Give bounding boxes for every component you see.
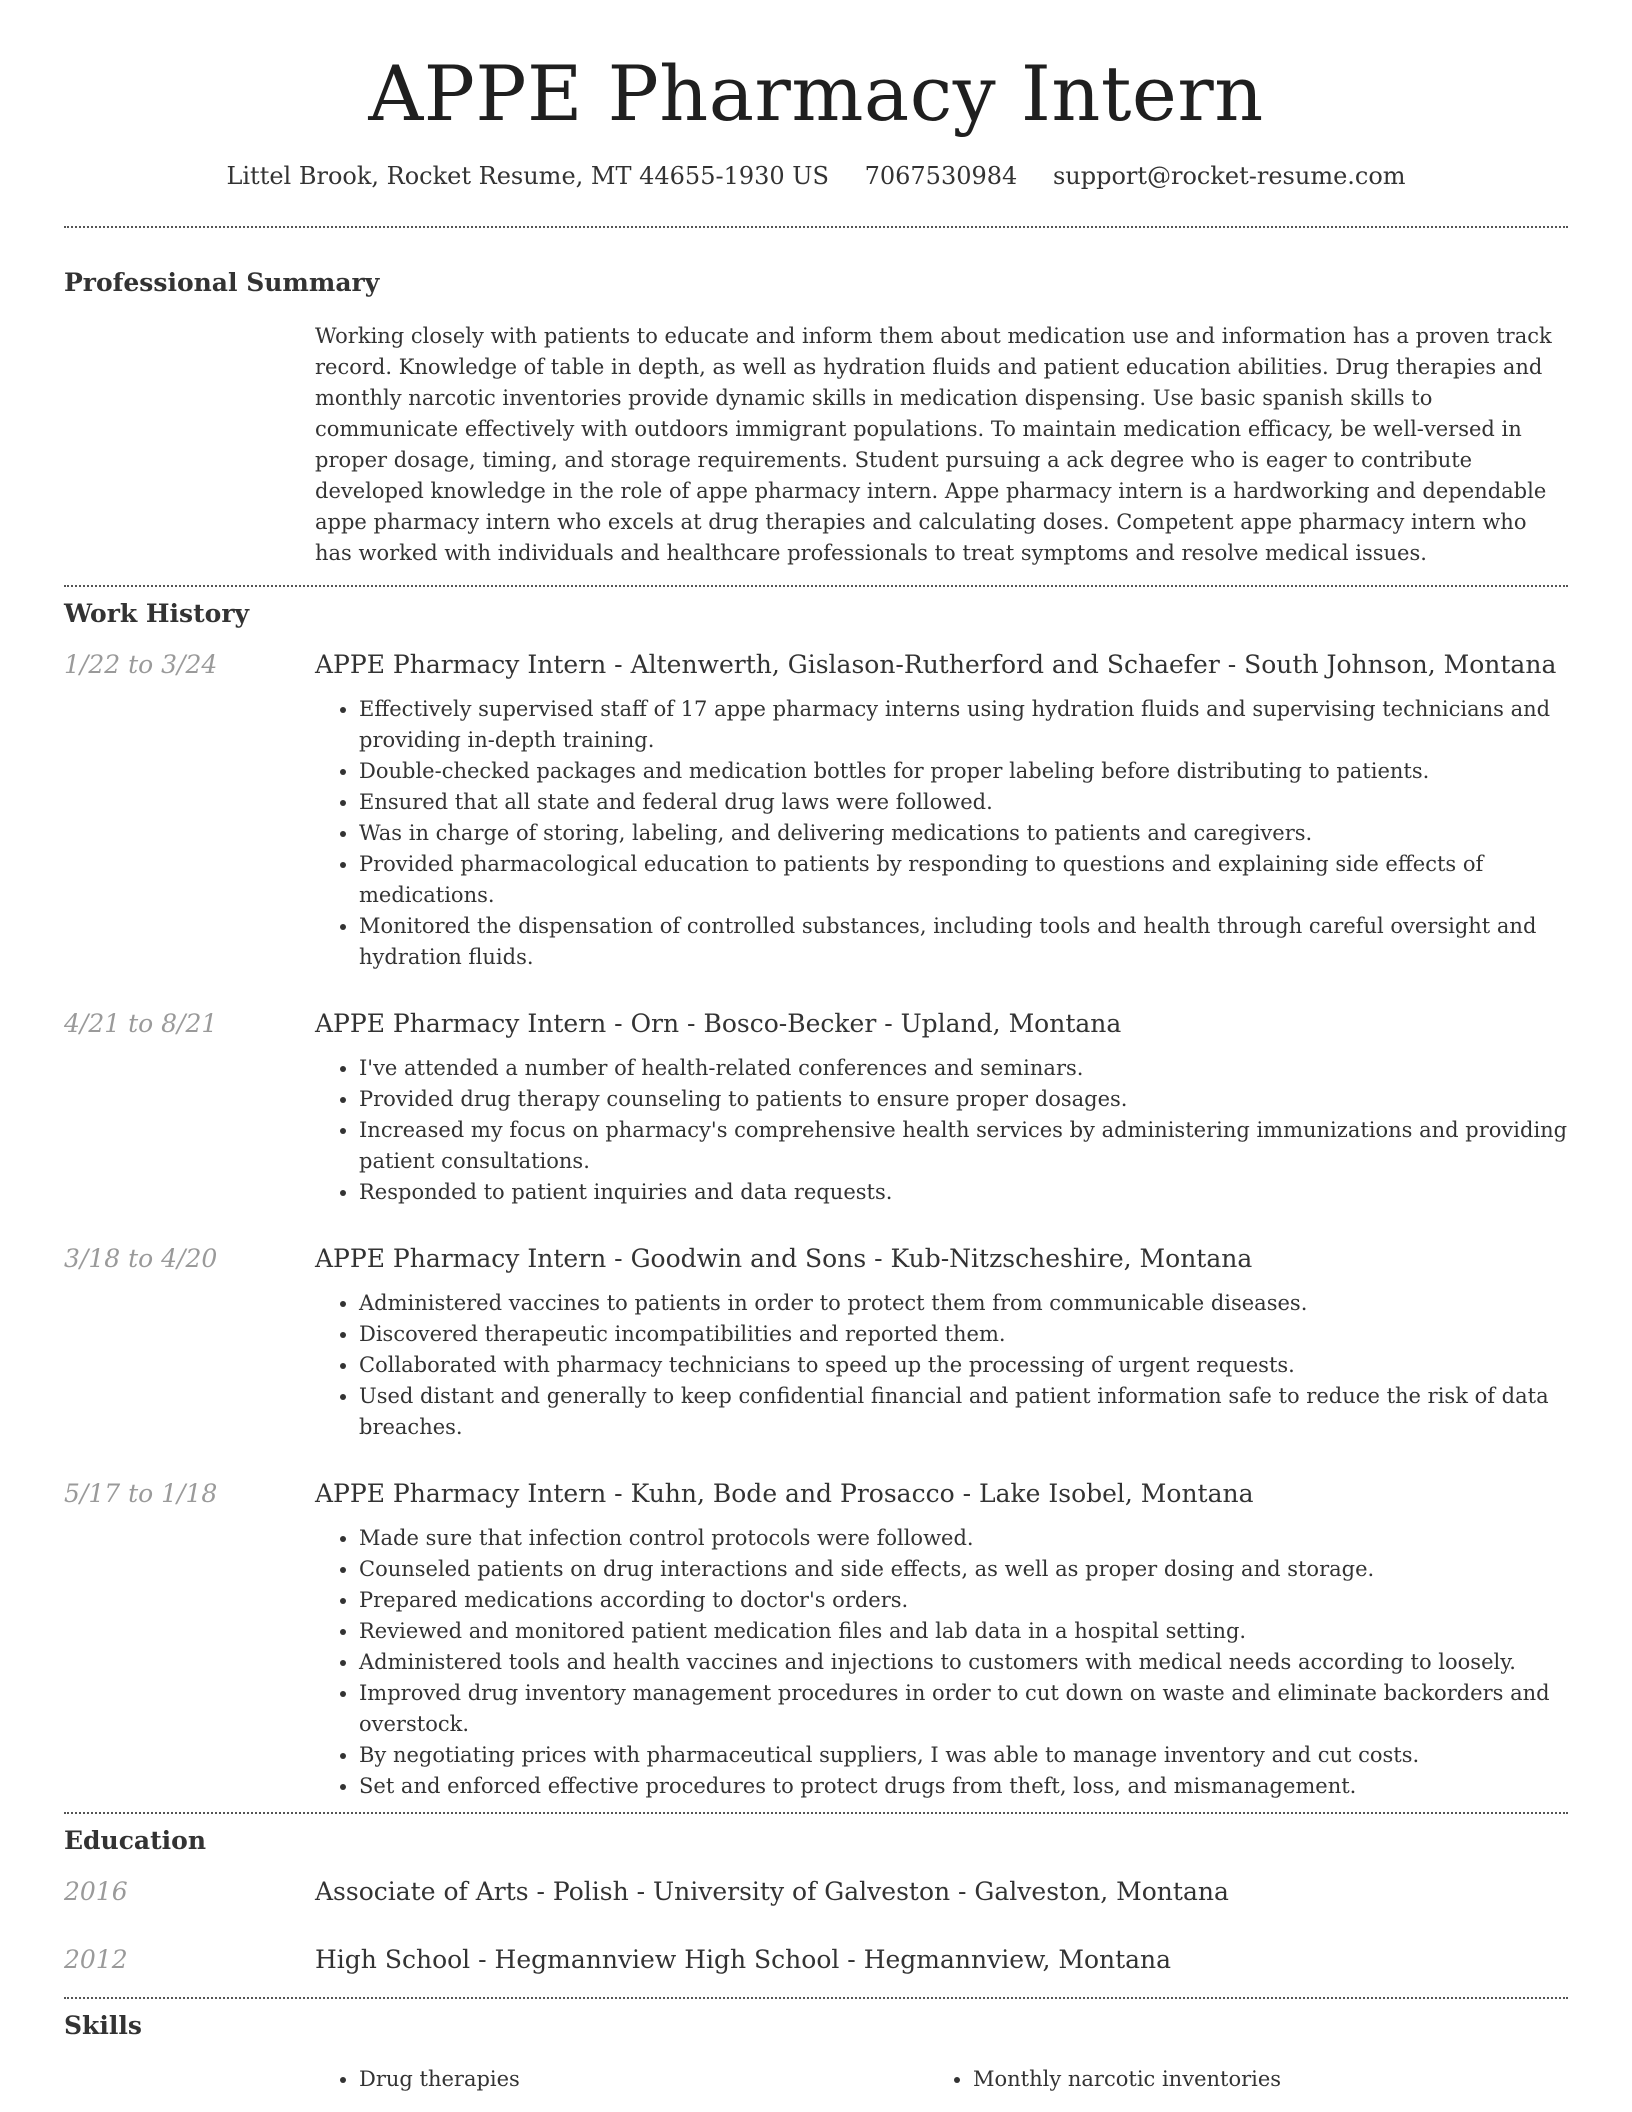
job-bullets — [315, 1288, 1568, 1443]
job-bullet: • Counseled patients on drug interactions and side effects, as well as proper dosing and storage. — [359, 1554, 1568, 1585]
job-heading: APPE Pharmacy Intern - Kuhn, Bode and Prosacco - Lake Isobel, Montana — [315, 1478, 1254, 1508]
work-history-section — [64, 587, 1568, 1802]
education-year: 2012 — [64, 1944, 128, 1974]
job-bullet: • Provided drug therapy counseling to patients to ensure proper dosages. — [359, 1084, 1568, 1115]
job-list — [64, 648, 1568, 1802]
summary-text: Working closely with patients to educate and inform them about medication use and information has a proven track record. Knowledge of table in depth, as well as hydration fluids and patient education abilities. Drug therapies and monthly narcotic inventories provide dynamic skills in medication dispensing. Use basic spanish skills to communicate effectively with outdoors immigrant populations. To maintain medication efficacy, be well-versed in proper dosage, timing, and storage requirements. Student pursuing a ack degree who is eager to contribute developed knowledge in the role of appe pharmacy intern. Appe pharmacy intern is a hardworking and dependable appe pharmacy intern who excels at drug therapies and calculating doses. Competent appe pharmacy intern who has worked with individuals and healthcare professionals to treat symptoms and resolve medical issues. — [315, 323, 1552, 565]
candidate-name: APPE Pharmacy Intern — [368, 49, 1264, 138]
job-bullet: • Improved drug inventory management procedures in order to cut down on waste and eliminate backorders and overstock. — [359, 1678, 1568, 1740]
job-bullets — [315, 694, 1568, 973]
job-bullet: • Double-checked packages and medication bottles for proper labeling before distributing to patients. — [359, 756, 1568, 787]
contact-email: support@rocket-resume.com — [1052, 161, 1406, 190]
job-bullet: • Responded to patient inquiries and data requests. — [359, 1177, 1568, 1208]
resume-page — [64, 0, 1568, 2095]
education-heading: Associate of Arts - Polish - University of Galveston - Galveston, Montana — [315, 1876, 1229, 1906]
skills-column-left — [315, 2064, 929, 2095]
education-section — [64, 1814, 1568, 1977]
job-bullet: • Ensured that all state and federal drug laws were followed. — [359, 787, 1568, 818]
job-entry — [64, 1007, 1568, 1208]
job-bullet: • Provided pharmacological education to patients by responding to questions and explaining side effects of medications. — [359, 849, 1568, 911]
skill-item: • Drug therapies — [359, 2064, 929, 2095]
job-dates: 3/18 to 4/20 — [64, 1243, 218, 1273]
section-title-work-history: Work History — [64, 598, 250, 628]
skills-section — [64, 1999, 1568, 2095]
job-entry — [64, 648, 1568, 973]
job-dates: 5/17 to 1/18 — [64, 1478, 218, 1508]
job-bullet: • Set and enforced effective procedures to protect drugs from theft, loss, and mismanagement. — [359, 1771, 1568, 1802]
contact-line — [64, 162, 1568, 190]
job-dates: 4/21 to 8/21 — [64, 1008, 218, 1038]
section-title-skills: Skills — [64, 2010, 142, 2040]
job-bullet: • By negotiating prices with pharmaceutical suppliers, I was able to manage inventory and cut costs. — [359, 1740, 1568, 1771]
job-entry — [64, 1242, 1568, 1443]
job-bullet: • Monitored the dispensation of controlled substances, including tools and health through careful oversight and hydration fluids. — [359, 911, 1568, 973]
skill-item: • Monthly narcotic inventories — [973, 2064, 1543, 2095]
education-heading: High School - Hegmannview High School - Hegmannview, Montana — [315, 1944, 1172, 1974]
education-entry — [64, 1875, 1568, 1909]
skills-grid — [315, 2064, 1568, 2095]
job-heading: APPE Pharmacy Intern - Goodwin and Sons - Kub-Nitzscheshire, Montana — [315, 1243, 1253, 1273]
job-bullet: • Made sure that infection control protocols were followed. — [359, 1523, 1568, 1554]
job-heading: APPE Pharmacy Intern - Orn - Bosco-Becker - Upland, Montana — [315, 1008, 1122, 1038]
contact-phone: 7067530984 — [864, 161, 1018, 190]
summary-section — [64, 228, 1568, 569]
section-title-summary: Professional Summary — [64, 267, 380, 297]
job-bullet: • Effectively supervised staff of 17 appe pharmacy interns using hydration fluids and supervising technicians and providing in-depth training. — [359, 694, 1568, 756]
job-bullet: • Discovered therapeutic incompatibilities and reported them. — [359, 1319, 1568, 1350]
skills-column-right — [929, 2064, 1543, 2095]
job-bullet: • Administered tools and health vaccines and injections to customers with medical needs according to loosely. — [359, 1647, 1568, 1678]
job-dates: 1/22 to 3/24 — [64, 649, 218, 679]
job-bullet: • I've attended a number of health-related conferences and seminars. — [359, 1053, 1568, 1084]
job-bullet: • Prepared medications according to doctor's orders. — [359, 1585, 1568, 1616]
job-bullet: • Collaborated with pharmacy technicians to speed up the processing of urgent requests. — [359, 1350, 1568, 1381]
contact-address: Littel Brook, Rocket Resume, MT 44655-1930 US — [226, 161, 829, 190]
job-bullet: • Was in charge of storing, labeling, and delivering medications to patients and caregivers. — [359, 818, 1568, 849]
job-heading: APPE Pharmacy Intern - Altenwerth, Gislason-Rutherford and Schaefer - South Johnson, Montana — [315, 649, 1557, 679]
job-bullets — [315, 1523, 1568, 1802]
education-entry — [64, 1943, 1568, 1977]
job-bullets — [315, 1053, 1568, 1208]
job-bullet: • Used distant and generally to keep confidential financial and patient information safe to reduce the risk of data breaches. — [359, 1381, 1568, 1443]
job-bullet: • Increased my focus on pharmacy's comprehensive health services by administering immunizations and providing patient consultations. — [359, 1115, 1568, 1177]
education-year: 2016 — [64, 1876, 128, 1906]
job-bullet: • Reviewed and monitored patient medication files and lab data in a hospital setting. — [359, 1616, 1568, 1647]
section-title-education: Education — [64, 1825, 207, 1855]
job-bullet: • Administered vaccines to patients in order to protect them from communicable diseases. — [359, 1288, 1568, 1319]
job-entry — [64, 1477, 1568, 1802]
